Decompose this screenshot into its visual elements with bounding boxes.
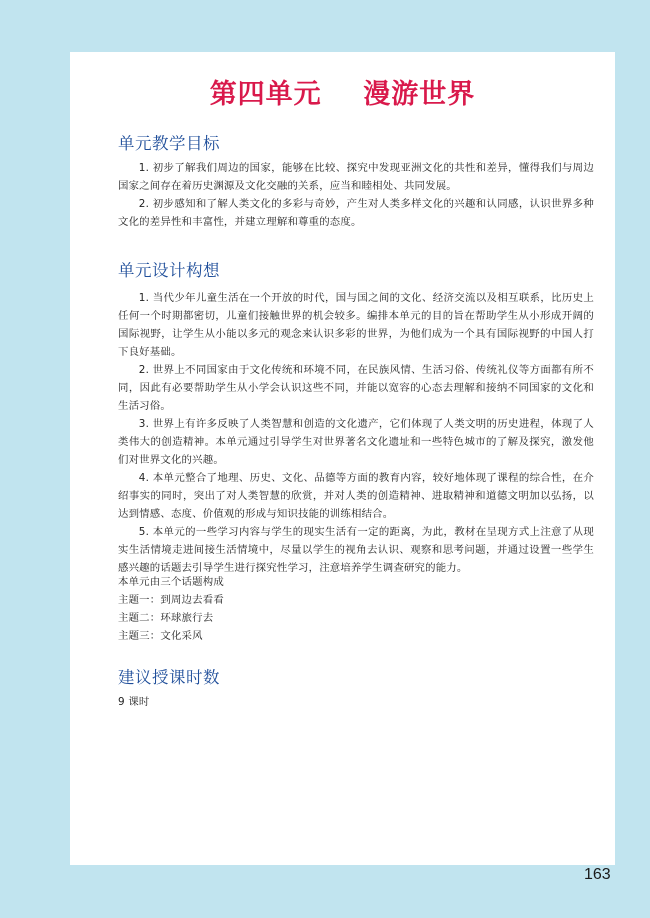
topic-item-3: 主题三：文化采风 <box>118 630 203 642</box>
topic-item-2: 主题二：环球旅行去 <box>118 612 214 624</box>
design-paragraph-2: 2. 世界上不同国家由于文化传统和环境不同，在民族风情、生活习俗、传统礼仪等方面都有所不同，因此有必要帮助学生从小学会认识这些不同，并能以宽容的心态去理解和接纳不同国家的文化和生活习俗。 <box>118 364 594 412</box>
design-paragraph-1: 1. 当代少年儿童生活在一个开放的时代，国与国之间的文化、经济交流以及相互联系，比历史上任何一个时期都密切，儿童们接触世界的机会较多。编排本单元的目的旨在帮助学生从小形成开阔的国际视野，让学生从小能以多元的观念来认识多彩的世界，为他们成为一个具有国际视野的中国人打下良好基础。 <box>118 292 594 358</box>
design-paragraph-3: 3. 世界上有许多反映了人类智慧和创造的文化遗产，它们体现了人类文明的历史进程，体现了人类伟大的创造精神。本单元通过引导学生对世界著名文化遗址和一些特色城市的了解及探究，激发他们对世界文化的兴趣。 <box>118 418 594 466</box>
section-heading-goals: 单元教学目标 <box>118 134 220 153</box>
topics-intro: 本单元由三个话题构成 <box>118 576 224 588</box>
design-paragraph-5: 5. 本单元的一些学习内容与学生的现实生活有一定的距离，为此，教材在呈现方式上注意了从现实生活情境走进间接生活情境中，尽量以学生的视角去认识、观察和思考问题，并通过设置一些学生感兴趣的话题去引导学生进行探究性学习，注意培养学生调查研究的能力。 <box>118 526 594 574</box>
section-heading-design: 单元设计构想 <box>118 261 220 280</box>
goals-paragraph-1: 1. 初步了解我们周边的国家，能够在比较、探究中发现亚洲文化的共性和差异，懂得我们与周边国家之间存在着历史渊源及文化交融的关系，应当和睦相处、共同发展。 <box>118 162 594 192</box>
topic-item-1: 主题一：到周边去看看 <box>118 594 224 606</box>
page-number: 163 <box>584 866 611 883</box>
document-page <box>70 52 615 865</box>
goals-paragraph-2: 2. 初步感知和了解人类文化的多彩与奇妙，产生对人类多样文化的兴趣和认同感，认识世界多种文化的差异性和丰富性，并建立理解和尊重的态度。 <box>118 198 594 228</box>
section-heading-hours: 建议授课时数 <box>118 668 220 687</box>
class-hours-value: 9 课时 <box>118 696 150 708</box>
unit-title: 第四单元 漫游世界 <box>209 79 476 110</box>
design-paragraph-4: 4. 本单元整合了地理、历史、文化、品德等方面的教育内容，较好地体现了课程的综合性，在介绍事实的同时，突出了对人类智慧的欣赏，并对人类的创造精神、进取精神和道德文明加以弘扬，以达到情感、态度、价值观的形成与知识技能的训练相结合。 <box>118 472 594 520</box>
